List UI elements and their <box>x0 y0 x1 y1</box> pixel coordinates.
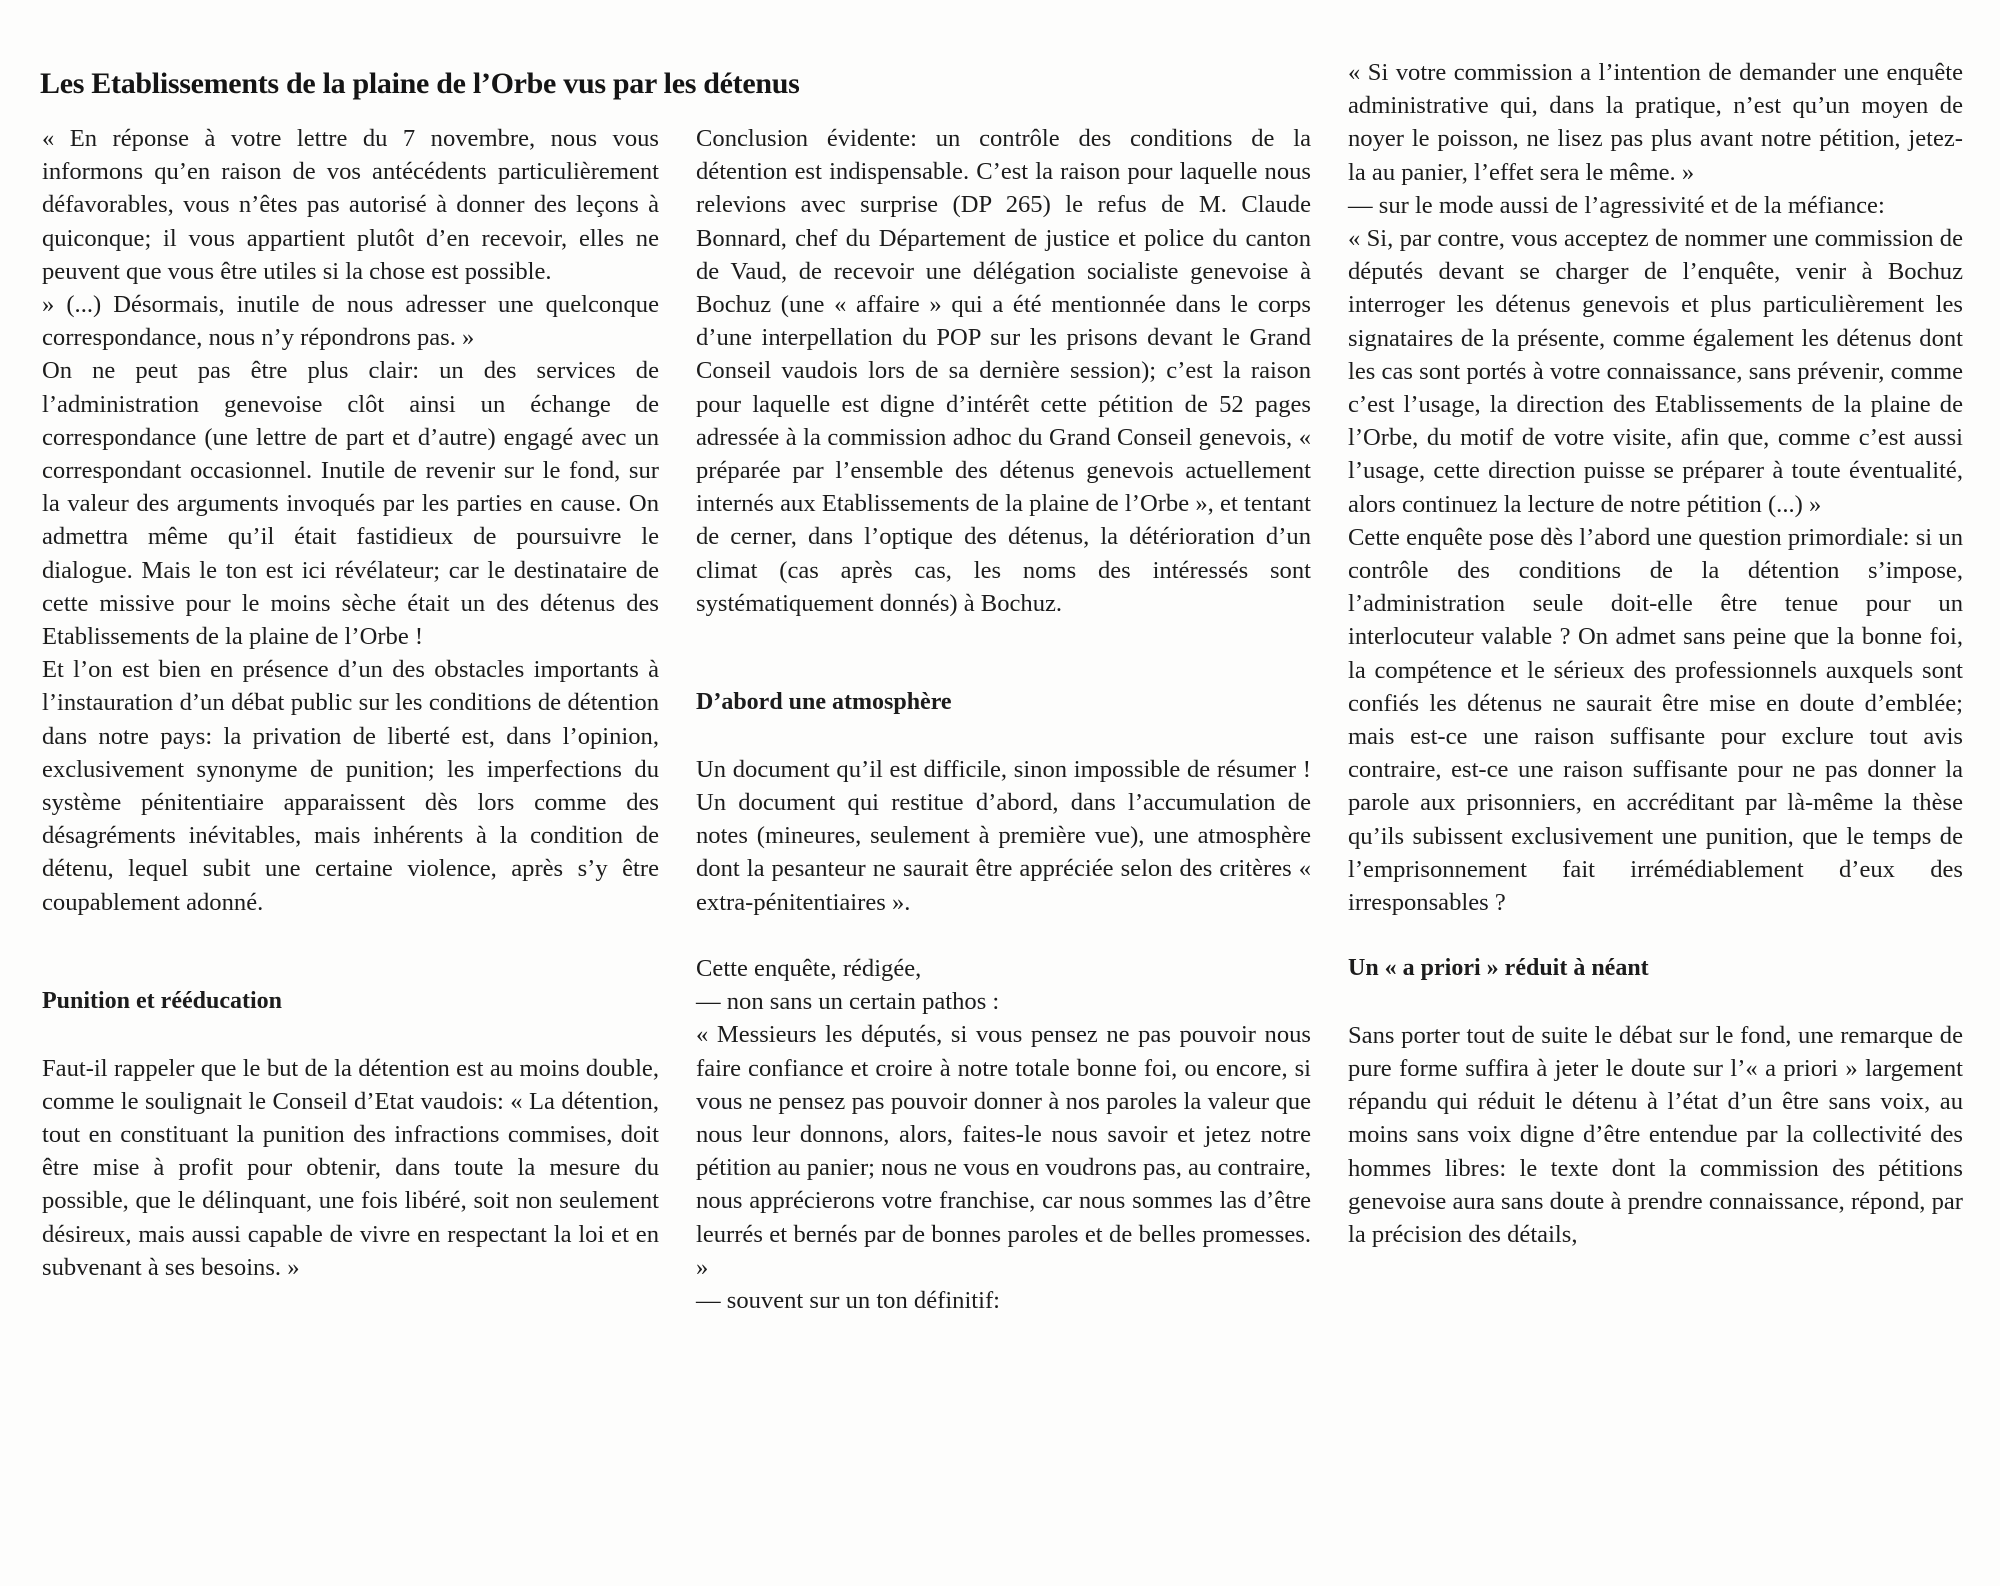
paragraph: On ne peut pas être plus clair: un des services de l’administration genevoise clôt ainsi un échange de correspondance (une lettre de part et d’autre) engagé avec un correspondant occasionnel. Inutile de revenir sur le fond, sur la valeur des arguments invoqués par les parties en cause. On admettra même qu’il était fastidieux de poursuivre le dialogue. Mais le ton est ici révélateur; car le destinataire de cette missive pour le moins sèche était un des détenus des Etablissements de la plaine de l’Orbe ! <box>42 357 659 651</box>
article-headline: Les Etablissements de la plaine de l’Orbe vus par les détenus <box>40 67 800 100</box>
paragraph: Faut-il rappeler que le but de la détention est au moins double, comme le soulignait le Conseil d’Etat vaudois: « La détention, tout en constituant la punition des infractions commises, doit être mise à profit pour obtenir, dans toute la mesure du possible, que le délinquant, une fois libéré, soit non seulement désireux, mais aussi capable de vivre en respectant la loi et en subvenant à ses besoins. » <box>42 1054 659 1281</box>
paragraph: « Si, par contre, vous acceptez de nommer une commission de députés devant se charger de l’enquête, venir à Bochuz interroger les détenus genevois et plus particulièrement les signataires de la présente, comme également les détenus dont les cas sont portés à votre connaissance, sans prévenir, comme c’est l’usage, la direction des Etablissements de la plaine de l’Orbe, du motif de votre visite, afin que, comme c’est aussi l’usage, cette direction puisse se préparer à toute éventualité, alors continuez la lecture de notre pétition (...) » <box>1348 225 1963 518</box>
spacer <box>1348 919 1963 952</box>
article-column-3 <box>1348 56 1963 1251</box>
paragraph: — souvent sur un ton définitif: <box>696 1287 1000 1315</box>
paragraph: « Si votre commission a l’intention de demander une enquête administrative qui, dans la pratique, n’est qu’un moyen de noyer le poisson, ne lisez pas plus avant notre pétition, jetez-la au panier, l’effet sera le même. » <box>1348 59 1963 186</box>
section-heading: D’abord une atmosphère <box>696 689 952 716</box>
paragraph: Et l’on est bien en présence d’un des obstacles importants à l’instauration d’un débat public sur les conditions de détention dans notre pays: la privation de liberté est, dans l’opinion, exclusivement synonyme de punition; les imperfections du système pénitentiaire apparaissent dès lors comme des désagréments inévitables, mais inhérents à la condition de détenu, lequel subit une certaine violence, après s’y être coupablement adonné. <box>42 656 659 916</box>
spacer <box>42 919 659 952</box>
spacer <box>696 720 1311 753</box>
paragraph: « En réponse à votre lettre du 7 novembre, nous vous informons qu’en raison de vos antécédents particulièrement défavorables, vous n’êtes pas autorisé à donner des leçons à quiconque; il vous appartient plutôt d’en recevoir, elles ne peuvent que vous être utiles si la chose est possible. <box>42 125 659 285</box>
paragraph: « Messieurs les députés, si vous pensez ne pas pouvoir nous faire confiance et croire à notre totale bonne foi, ou encore, si vous ne pensez pas pouvoir donner à nos paroles la valeur que nous leur donnons, alors, faites-le nous savoir et jetez notre pétition au panier; nous ne vous en voudrons pas, au contraire, nous apprécierons votre franchise, car nous sommes las d’être leurrés et bernés par de bonnes paroles et de belles promesses. » <box>696 1021 1311 1281</box>
article-column-2 <box>696 122 1311 1317</box>
paragraph: Conclusion évidente: un contrôle des conditions de la détention est indispensable. C’est la raison pour laquelle nous relevions avec surprise (DP 265) le refus de M. Claude Bonnard, chef du Département de justice et police du canton de Vaud, de recevoir une délégation socialiste genevoise à Bochuz (une « affaire » qui a été mentionnée dans le corps d’une interpellation du POP sur les prisons devant le Grand Conseil vaudois lors de sa dernière session); c’est la raison pour laquelle est digne d’intérêt cette pétition de 52 pages adressée à la commission adhoc du Grand Conseil genevois, « préparée par l’ensemble des détenus genevois actuellement internés aux Etablissements de la plaine de l’Orbe », et tentant de cerner, dans l’optique des détenus, la détérioration d’un climat (cas après cas, les noms des intéressés sont systématiquement donnés) à Bochuz. <box>696 125 1311 617</box>
paragraph: — sur le mode aussi de l’agressivité et de la méfiance: <box>1348 191 1885 219</box>
spacer <box>42 952 659 985</box>
paragraph: Cette enquête, rédigée, <box>696 955 922 983</box>
paragraph: » (...) Désormais, inutile de nous adresser une quelconque correspondance, nous n’y répondrons pas. » <box>42 291 659 352</box>
spacer <box>696 919 1311 952</box>
section-heading: Un « a priori » réduit à néant <box>1348 955 1649 982</box>
spacer <box>696 653 1311 686</box>
article-column-1 <box>42 122 659 1284</box>
paragraph: Sans porter tout de suite le débat sur le fond, une remarque de pure forme suffira à jeter le doute sur l’« a priori » largement répandu qui réduit le détenu à l’état d’un être sans voix, au moins sans voix digne d’être entendue par la collectivité des hommes libres: le texte dont la commission des pétitions genevoise aura sans doute à prendre connaissance, répond, par la précision des détails, <box>1348 1021 1963 1249</box>
paragraph: Cette enquête pose dès l’abord une question primordiale: si un contrôle des conditions de la détention s’impose, l’administration seule doit-elle être tenue pour un interlocuteur valable ? On admet sans peine que la bonne foi, la compétence et le sérieux des professionnels auxquels sont confiés les détenus ne saurait être mise en doute d’emblée; mais est-ce une raison suffisante pour exclure tout avis contraire, est-ce une raison suffisante pour ne pas donner la parole aux prisonniers, en accréditant par là-même la thèse qu’ils subissent exclusivement une punition, que le temps de l’emprisonnement fait irrémédiablement d’eux des irresponsables ? <box>1348 523 1963 917</box>
spacer <box>42 1018 659 1051</box>
paragraph: Un document qu’il est difficile, sinon impossible de résumer ! Un document qui restitue d’abord, dans l’accumulation de notes (mineures, seulement à première vue), une atmosphère dont la pesanteur ne saurait être appréciée selon des critères « extra-pénitentiaires ». <box>696 755 1311 916</box>
section-heading: Punition et rééducation <box>42 988 282 1015</box>
paragraph: — non sans un certain pathos : <box>696 988 1000 1016</box>
spacer <box>696 620 1311 653</box>
spacer <box>1348 986 1963 1019</box>
